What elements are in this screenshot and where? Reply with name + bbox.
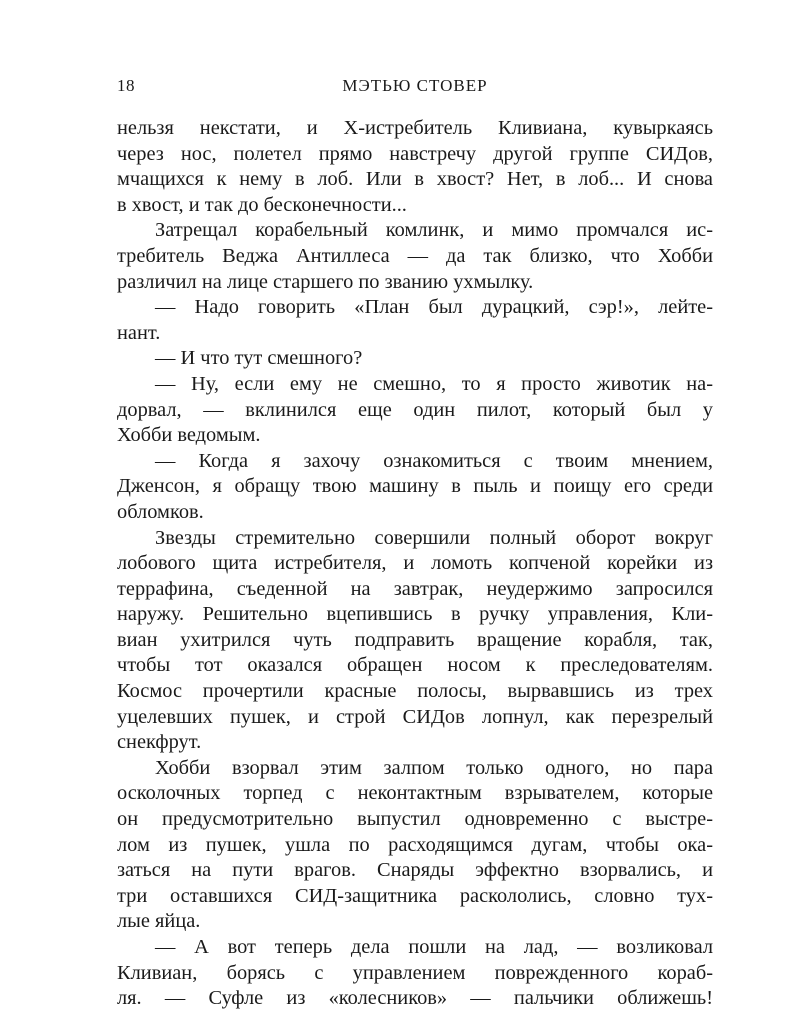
text-line: Кливиан, борясь с управлением поврежденного кораб- <box>117 961 713 984</box>
text-line: Космос прочертили красные полосы, вырвавшись из трех <box>117 680 713 703</box>
text-line: нант. <box>117 321 161 344</box>
text-line: Звезды стремительно совершили полный оборот вокруг <box>155 526 713 549</box>
text-line: чтобы тот оказался обращен носом к преследователям. <box>117 654 713 677</box>
text-line: снекфрут. <box>117 731 202 754</box>
text-line: через нос, полетел прямо навстречу другой группе СИДов, <box>117 142 713 165</box>
text-line: дорвал, — вклинился еще один пилот, который был у <box>117 398 713 421</box>
text-line: Дженсон, я обращу твою машину в пыль и поищу его среди <box>117 475 713 498</box>
text-line: Хобби взорвал этим залпом только одного, но пара <box>155 756 713 779</box>
text-line: террафина, съеденной на завтрак, неудержимо запросился <box>117 577 713 600</box>
text-line: Хобби ведомым. <box>117 424 261 447</box>
text-line: лобового щита истребителя, и ломоть копченой корейки из <box>117 552 713 575</box>
body-text <box>117 116 713 1012</box>
text-line: лом из пушек, ушла по расходящимся дугам, чтобы ока- <box>117 833 713 856</box>
text-line: заться на пути врагов. Снаряды эффектно взорвались, и <box>117 859 713 882</box>
text-line: уцелевших пушек, и строй СИДов лопнул, как перезрелый <box>117 705 713 728</box>
text-line: Затрещал корабельный комлинк, и мимо промчался ис- <box>155 219 713 242</box>
text-line: наружу. Решительно вцепившись в ручку управления, Кли- <box>117 603 713 626</box>
text-line: — Когда я захочу ознакомиться с твоим мнением, <box>155 449 713 472</box>
text-line: требитель Веджа Антиллеса — да так близко, что Хобби <box>117 244 713 267</box>
text-line: осколочных торпед с неконтактным взрывателем, которые <box>117 782 713 805</box>
text-line: мчащихся к нему в лоб. Или в хвост? Нет, в лоб... И снова <box>117 168 713 191</box>
text-line: три оставшихся СИД-защитника раскололись, словно тух- <box>117 884 713 907</box>
text-line: нельзя некстати, и X-истребитель Кливиана, кувыркаясь <box>117 117 713 139</box>
running-title: МЭТЬЮ СТОВЕР <box>342 76 488 95</box>
page-number: 18 <box>117 76 135 95</box>
text-line: — И что тут смешного? <box>155 347 363 370</box>
text-line: виан ухитрился чуть подправить вращение корабля, так, <box>117 628 713 651</box>
text-line: — А вот теперь дела пошли на лад, — возликовал <box>155 936 713 958</box>
text-line: различил на лице старшего по званию ухмылку. <box>117 270 534 293</box>
text-line: он предусмотрительно выпустил одновременно с выстре- <box>117 808 713 831</box>
text-line: — Ну, если ему не смешно, то я просто животик на- <box>155 372 713 395</box>
running-head <box>117 76 713 100</box>
text-line: лые яйца. <box>117 910 201 933</box>
text-line: ля. — Суфле из «колесников» — пальчики оближешь! <box>117 987 713 1010</box>
text-line: в хвост, и так до бесконечности... <box>117 193 407 216</box>
text-line: — Надо говорить «План был дурацкий, сэр!», лейте- <box>155 296 713 319</box>
text-line: обломков. <box>117 500 204 523</box>
